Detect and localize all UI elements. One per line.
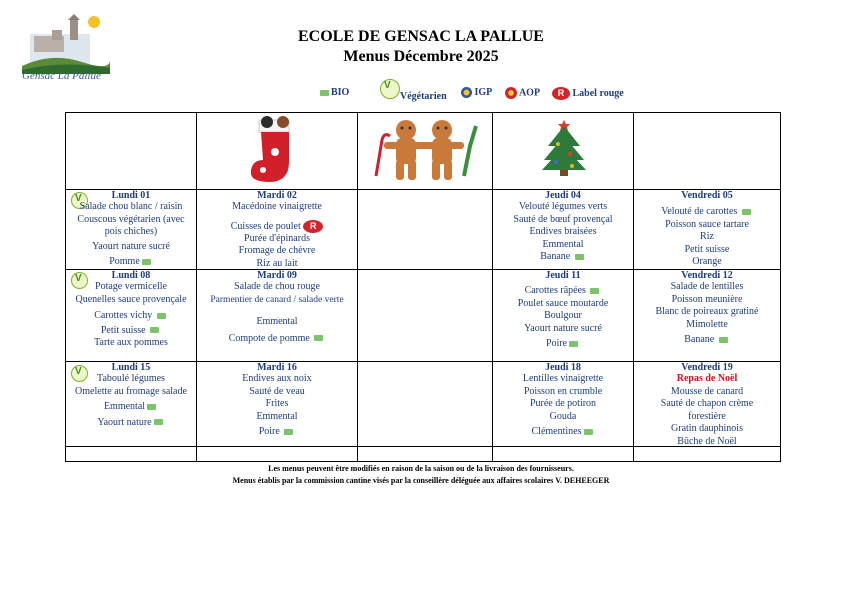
day-label: Jeudi 04 — [545, 190, 581, 201]
menu-item: Petit suisse — [684, 243, 730, 255]
menu-item: Tarte aux pommes — [94, 337, 168, 348]
bio-leaf-icon — [742, 209, 751, 215]
legend-igp — [461, 87, 492, 98]
menu-item: Poire — [258, 426, 280, 437]
menu-item: Boulgour — [544, 310, 582, 321]
day-label: Mardi 02 — [257, 190, 297, 201]
footer-signature: Menus établis par la commission cantine visés par la conseillère déléguée aux affaires scolaires V. DEHEEGER — [232, 476, 610, 485]
day-label: Vendredi 05 — [681, 190, 733, 201]
menu-cell-lundi-08 — [66, 270, 196, 350]
menu-item: Quenelles sauce provençale — [75, 293, 187, 305]
menu-item: Riz — [700, 231, 714, 242]
menu-cell-vendredi-12 — [634, 270, 780, 347]
menu-item: Poire — [545, 338, 568, 349]
menu-item: Petit suisse — [100, 324, 146, 336]
menu-item: Emmental — [542, 238, 584, 250]
menu-item: Yaourt nature — [97, 416, 152, 428]
legend-bio-label: BIO — [331, 87, 350, 98]
menu-item: Banane — [684, 334, 715, 345]
menu-item: Velouté de carottes — [661, 206, 738, 217]
day-label: Mardi 16 — [257, 362, 297, 373]
col-divider — [780, 112, 781, 462]
bio-leaf-icon — [569, 341, 578, 347]
day-label: Jeudi 18 — [545, 362, 581, 373]
menu-item: Lentilles vinaigrette — [522, 373, 604, 384]
menu-item: Salade de lentilles — [670, 281, 744, 292]
menu-item: Yaourt nature sucré — [92, 240, 170, 252]
day-label: Lundi 15 — [111, 362, 151, 373]
menu-item: Compote de pomme — [228, 332, 310, 344]
menu-item: Orange — [692, 256, 722, 267]
bio-leaf-icon — [142, 259, 151, 265]
footer-disclaimer: Les menus peuvent être modifiés en raison de la saison ou de la livraison des fournisseurs. — [268, 464, 574, 473]
menu-item: Poulet sauce moutarde — [517, 297, 609, 309]
menu-item: Sauté de chapon crème forestière — [660, 398, 754, 422]
legend-vegetarien-label: Végétarien — [400, 91, 447, 103]
menu-item: Endives braisées — [529, 226, 597, 237]
legend-aop-label: AOP — [518, 87, 541, 99]
menu-cell-mardi-09 — [197, 270, 357, 345]
menu-cell-mardi-16 — [197, 362, 357, 439]
menu-item: Sauté de veau — [249, 385, 305, 397]
menu-item: Salade chou blanc / raisin — [79, 201, 183, 212]
legend-label-rouge — [552, 87, 624, 100]
day-label: Vendredi 12 — [681, 270, 733, 281]
legend-bio — [318, 87, 349, 98]
menu-item: Bûche de Noël — [677, 435, 737, 447]
menu-item: Emmental — [103, 401, 146, 412]
menu-item: Pomme — [109, 256, 140, 267]
menu-item: Mousse de canard — [670, 385, 744, 397]
logo-caption: Gensac La Pallue — [22, 70, 101, 82]
menu-item: Carottes râpées — [524, 285, 586, 296]
menu-item: Mimolette — [686, 318, 728, 330]
menu-item: Clémentines — [531, 426, 582, 437]
menu-item: Salade de chou rouge — [234, 281, 320, 292]
menu-item: Omelette au fromage salade — [75, 385, 187, 397]
menu-cell-lundi-01 — [66, 190, 196, 269]
table-border-top — [65, 112, 781, 113]
legend-aop — [505, 87, 540, 99]
menu-item: Couscous végétarien (avec pois chiches) — [77, 213, 185, 237]
menu-item: Purée de potiron — [529, 398, 597, 409]
menu-cell-vendredi-05 — [634, 190, 780, 269]
christmas-tree-icon — [540, 116, 588, 178]
christmas-stocking-icon — [245, 116, 307, 188]
menu-item: Cuisses de poulet — [230, 220, 301, 232]
menu-cell-lundi-15 — [66, 362, 196, 429]
day-label: Lundi 01 — [111, 190, 151, 201]
day-label: Mardi 09 — [257, 270, 297, 281]
menu-item: Taboulé légumes — [97, 373, 165, 384]
igp-icon — [461, 87, 472, 98]
menu-item: Yaourt nature sucré — [524, 322, 602, 334]
menu-item: Emmental — [256, 410, 298, 422]
menu-item: Poisson meunière — [671, 293, 743, 305]
bio-leaf-icon — [284, 429, 293, 435]
aop-icon — [505, 87, 517, 99]
school-title: ECOLE DE GENSAC LA PALLUE — [298, 28, 544, 45]
bio-leaf-icon — [719, 337, 728, 343]
bio-leaf-icon — [575, 254, 584, 260]
menu-item: Parmentier de canard / salade verte — [210, 294, 344, 305]
day-label: Jeudi 11 — [545, 270, 581, 281]
legend-igp-label: IGP — [474, 87, 493, 98]
menu-item: Frites — [265, 398, 289, 409]
menu-item: Fromage de chèvre — [238, 245, 316, 257]
menu-item: Emmental — [256, 316, 298, 327]
menu-month-title: Menus Décembre 2025 — [343, 48, 499, 65]
menu-item: Potage vermicelle — [95, 281, 167, 292]
menu-item: Gratin dauphinois — [671, 423, 743, 434]
bio-leaf-icon — [314, 335, 323, 341]
menu-item: Gouda — [549, 410, 577, 422]
bio-leaf-icon — [320, 90, 329, 96]
bio-leaf-icon — [590, 288, 599, 294]
day-label: Vendredi 19 — [681, 362, 733, 373]
day-label: Lundi 08 — [111, 270, 151, 281]
bio-leaf-icon — [154, 419, 163, 425]
menu-cell-jeudi-11 — [493, 270, 633, 351]
menu-item: Carottes vichy — [94, 310, 153, 321]
menu-item: Banane — [540, 251, 571, 262]
menu-item: Sauté de bœuf provençal — [513, 213, 613, 225]
label-rouge-icon: R — [303, 220, 323, 233]
gingerbread-men-icon — [372, 116, 480, 186]
menu-item: Purée d'épinards — [244, 232, 310, 244]
legend-label-rouge-label: Label rouge — [572, 87, 624, 99]
label-rouge-icon: R — [552, 87, 570, 100]
menu-item: Riz au lait — [256, 257, 298, 269]
vegetarian-icon — [380, 79, 400, 99]
bio-leaf-icon — [150, 327, 159, 333]
menu-item: Poisson sauce tartare — [665, 218, 749, 230]
christmas-meal-label: Repas de Noël — [676, 373, 738, 384]
menu-item: Blanc de poireaux gratiné — [655, 306, 759, 317]
table-border-bottom — [65, 461, 781, 462]
menu-cell-vendredi-19 — [634, 362, 780, 448]
bio-leaf-icon — [584, 429, 593, 435]
menu-cell-mardi-02 — [197, 190, 357, 270]
menu-item: Velouté légumes verts — [518, 201, 608, 212]
menu-cell-jeudi-04 — [493, 190, 633, 264]
menu-item: Macédoine vinaigrette — [232, 201, 322, 212]
menu-item: Endives aux noix — [242, 373, 312, 384]
col-divider — [357, 112, 358, 462]
legend-vegetarien — [380, 79, 447, 103]
menu-cell-jeudi-18 — [493, 362, 633, 439]
menu-item: Poisson en crumble — [523, 385, 603, 397]
bio-leaf-icon — [147, 404, 156, 410]
bio-leaf-icon — [157, 313, 166, 319]
